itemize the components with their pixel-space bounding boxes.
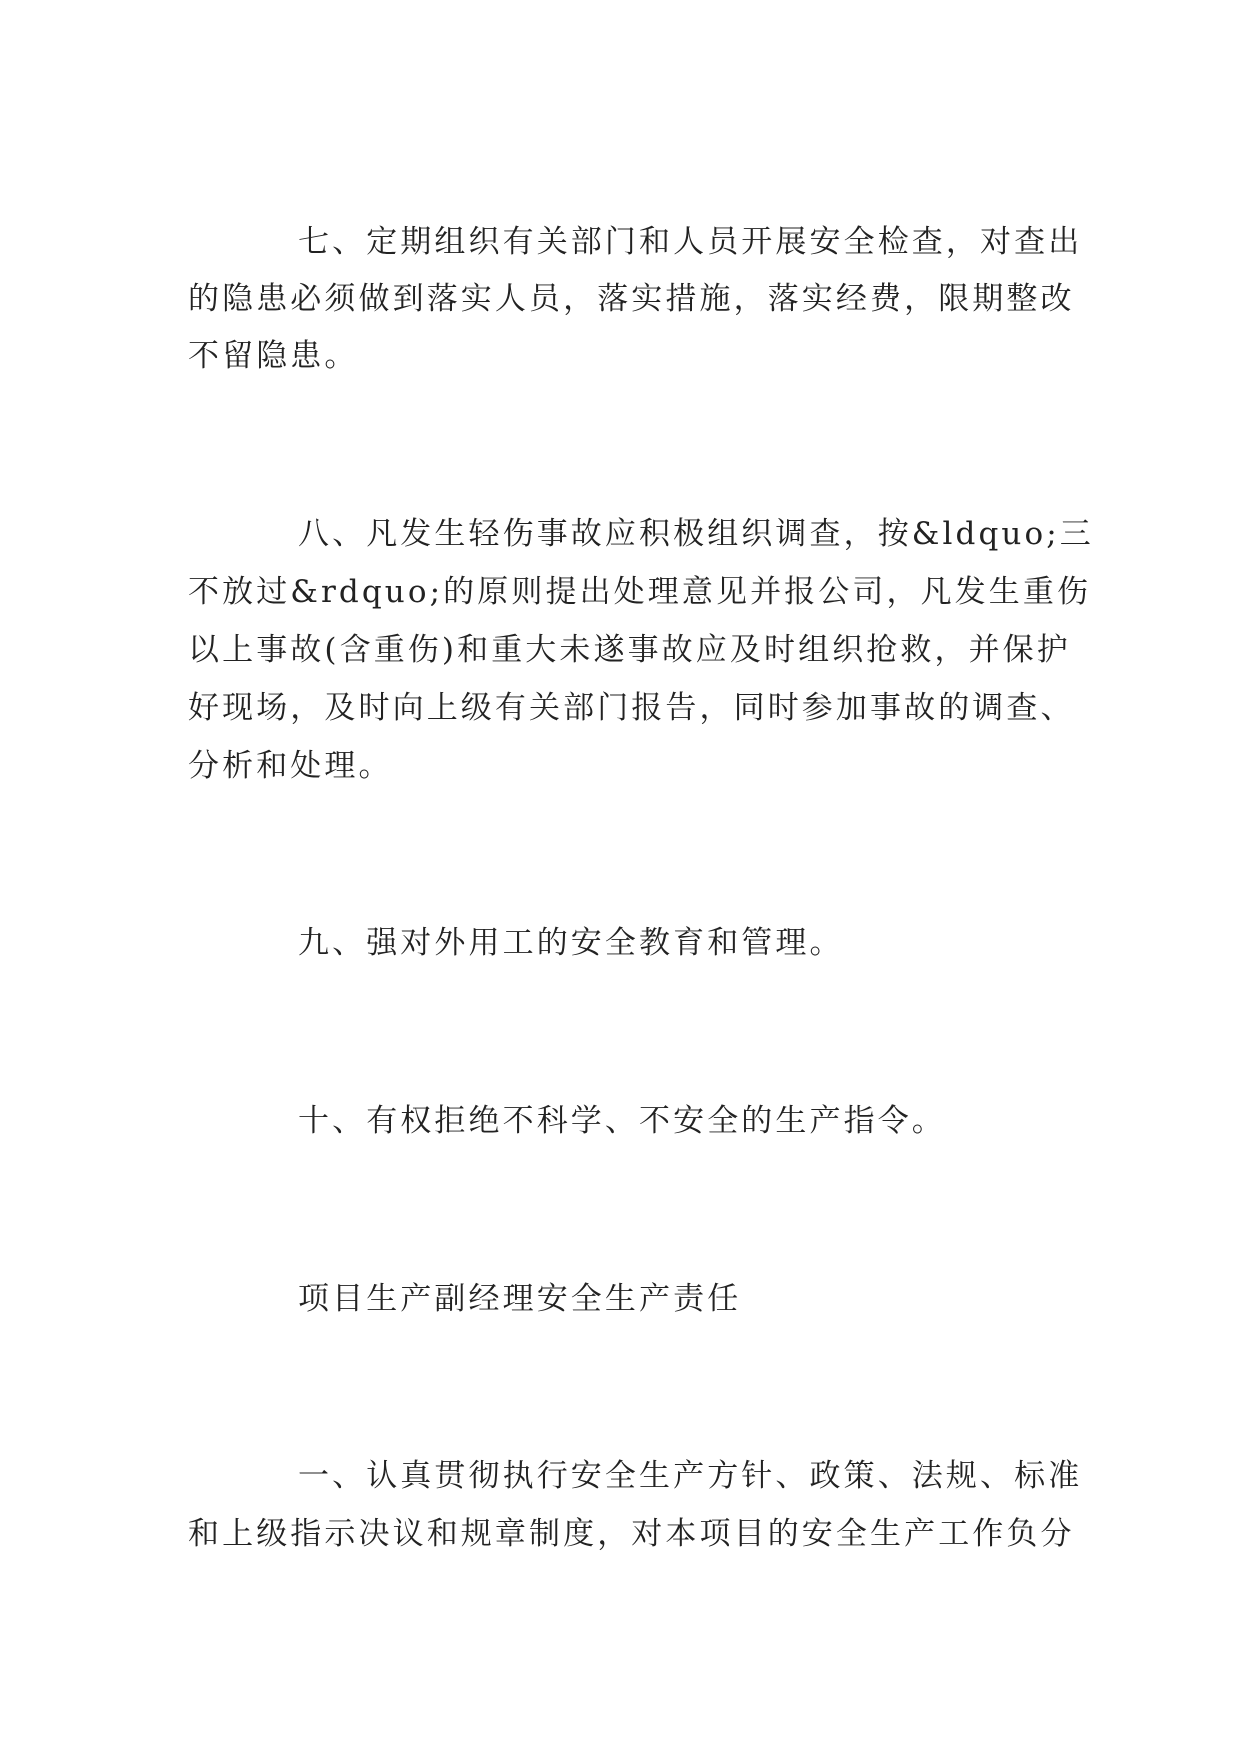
paragraph-line: 分析和处理。 [188, 748, 393, 784]
paragraph-line: 七、定期组织有关部门和人员开展安全检查，对查出 [298, 224, 1083, 260]
heading-text: 项目生产副经理安全生产责任 [298, 1281, 742, 1317]
paragraph-line: 八、凡发生轻伤事故应积极组织调查，按&ldquo;三 [298, 516, 1094, 552]
paragraph-line: 十、有权拒绝不科学、不安全的生产指令。 [298, 1103, 946, 1139]
paragraph-line: 的隐患必须做到落实人员，落实措施，落实经费，限期整改 [188, 281, 1075, 317]
paragraph-line: 好现场，及时向上级有关部门报告，同时参加事故的调查、 [188, 690, 1075, 726]
paragraph-line: 一、认真贯彻执行安全生产方针、政策、法规、标准 [298, 1458, 1083, 1494]
paragraph-line: 九、强对外用工的安全教育和管理。 [298, 925, 844, 961]
paragraph-line: 以上事故(含重伤)和重大未遂事故应及时组织抢救，并保护 [188, 632, 1071, 668]
paragraph-line: 不留隐患。 [188, 338, 359, 374]
paragraph-line: 和上级指示决议和规章制度，对本项目的安全生产工作负分 [188, 1516, 1075, 1552]
paragraph-line: 不放过&rdquo;的原则提出处理意见并报公司，凡发生重伤 [188, 574, 1092, 610]
